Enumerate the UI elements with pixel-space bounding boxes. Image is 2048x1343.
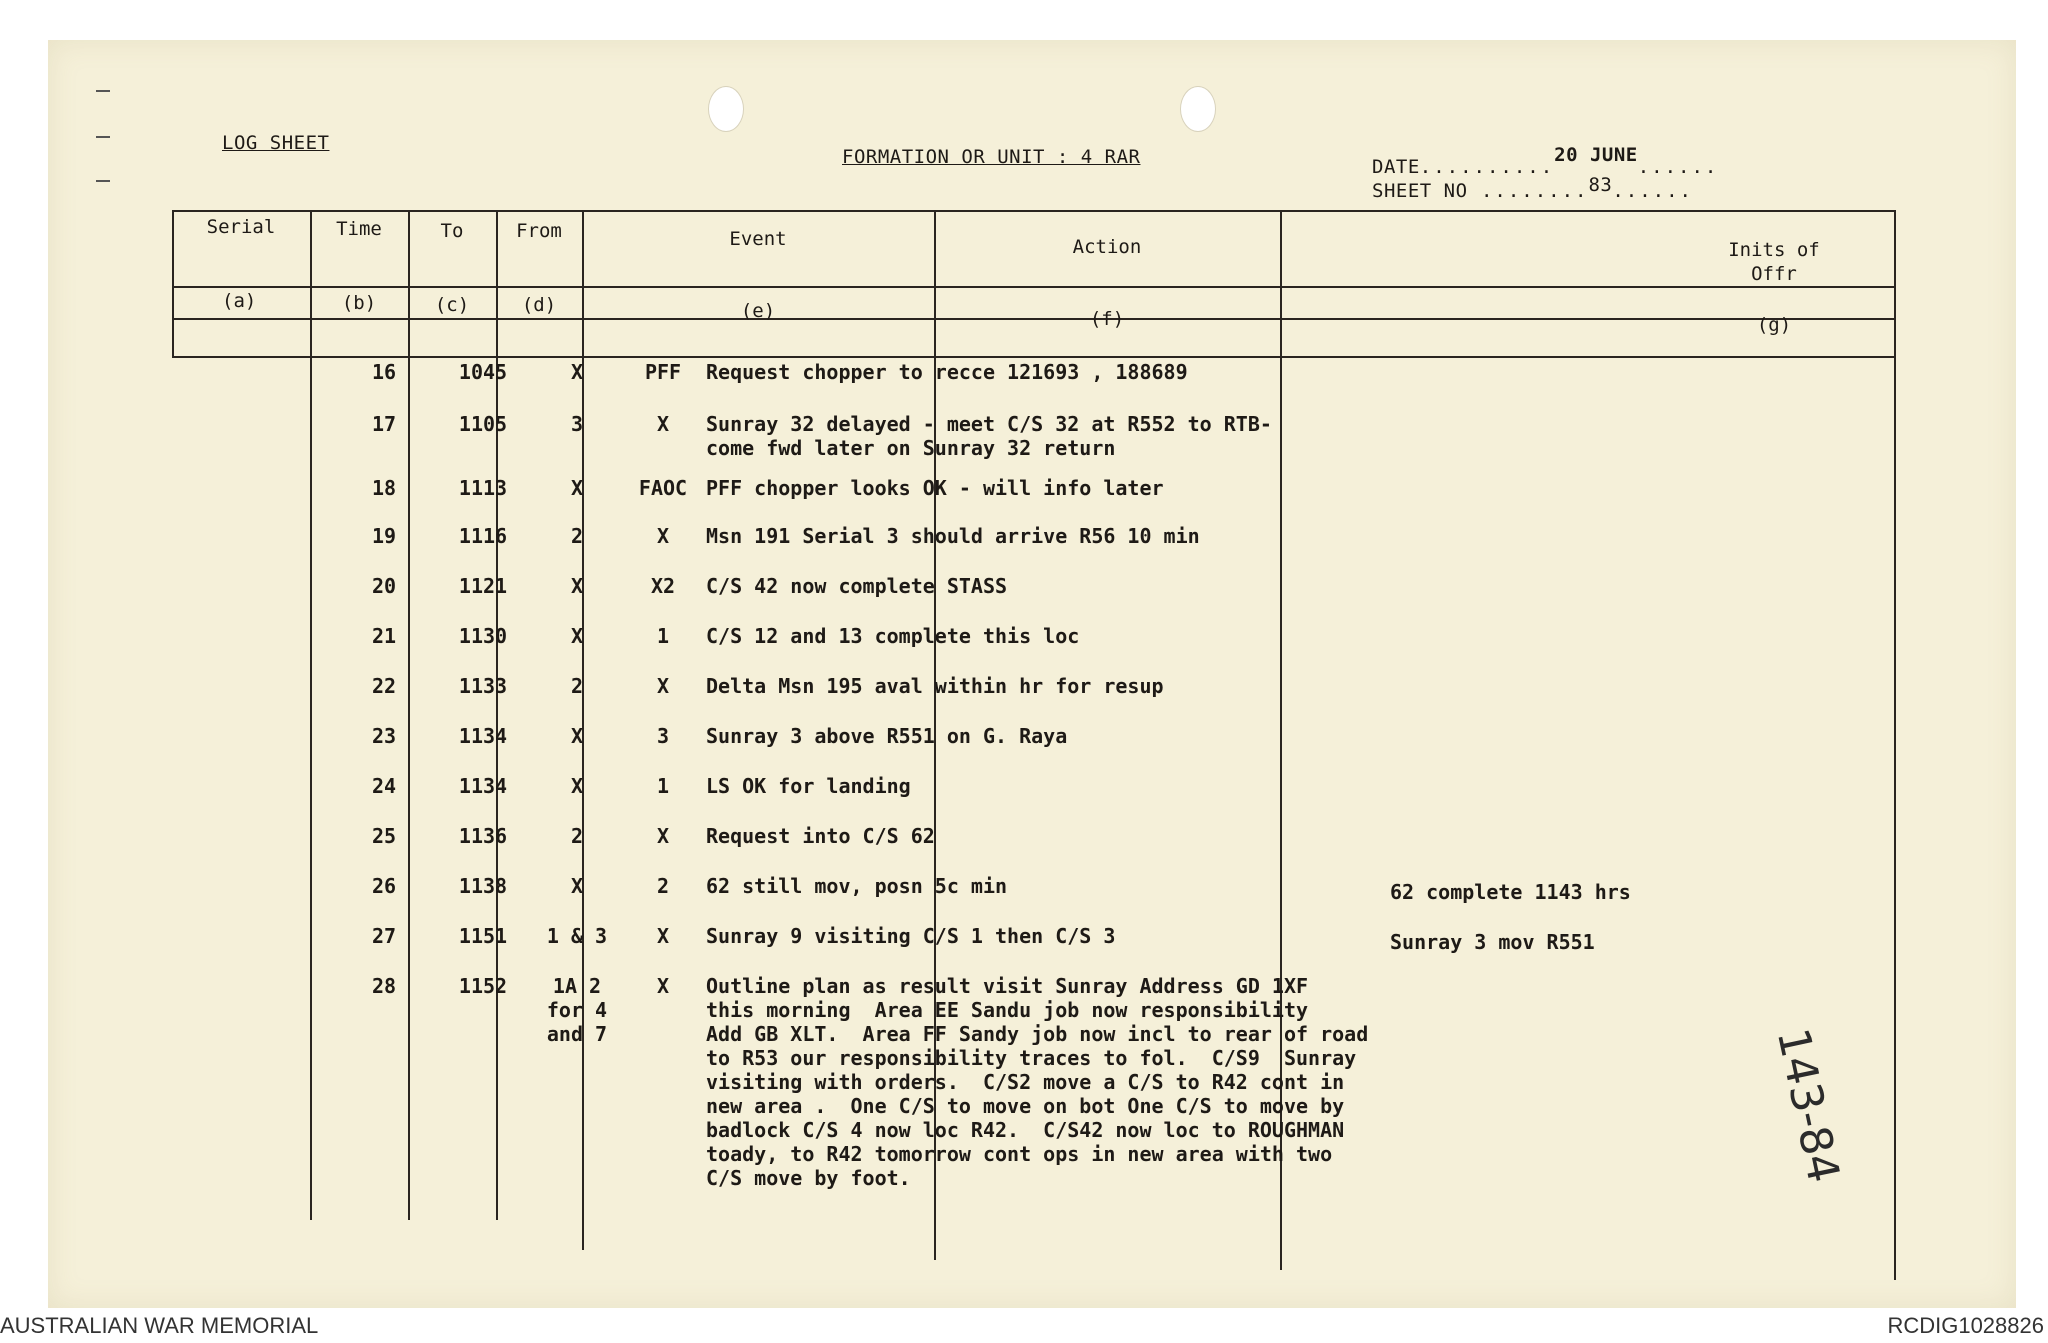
row-11-time: 1138 — [458, 874, 508, 898]
row-10-event: Request into C/S 62 — [706, 824, 935, 848]
row-2-serial: 17 — [371, 412, 397, 436]
row-11-from: 2 — [656, 874, 670, 898]
row-11-to: X — [570, 874, 584, 898]
row-1-serial: 16 — [371, 360, 397, 384]
row-2-from: X — [656, 412, 670, 436]
col-header-inits-offr: Inits of Offr — [1728, 239, 1820, 285]
row-7-serial: 22 — [371, 674, 397, 698]
row-12-serial: 27 — [371, 924, 397, 948]
date-line: DATE..........20 JUNE...... — [1372, 144, 1719, 178]
row-9-to: X — [570, 774, 584, 798]
row-2-event: Sunray 32 delayed - meet C/S 32 at R552 to RTB- come fwd later on Sunray 32 return — [706, 412, 1272, 460]
row-3-event: PFF chopper looks OK - will info later — [706, 476, 1164, 500]
row-4-serial: 19 — [371, 524, 397, 548]
sub-g: (g) — [1756, 314, 1792, 336]
sub-f: (f) — [1089, 308, 1125, 330]
sub-d: (d) — [521, 294, 557, 316]
row-1-event: Request chopper to recce 121693 , 188689 — [706, 360, 1188, 384]
row-1-time: 1045 — [458, 360, 508, 384]
col-header-event: Event — [729, 228, 787, 250]
row-8-from: 3 — [656, 724, 670, 748]
row-11-serial: 26 — [371, 874, 397, 898]
punch-hole-left — [708, 86, 744, 132]
log-sheet-title: LOG SHEET — [222, 132, 330, 154]
row-13-event: Outline plan as result visit Sunray Address GD 1XF this morning Area EE Sandu job now responsibility Add GB XLT. Area FF Sandy job now incl to rear of road to R53 our responsibility traces to fol. C/S9 Sunray visiting with orders. C/S2 move a C/S to R42 cont in new area . One C/S to move on bot One C/S to move by badlock C/S 4 now loc R42. C/S42 now loc to ROUGHMAN toady, to R42 tomorrow cont ops in new area with two C/S move by foot. — [706, 974, 1369, 1190]
row-6-serial: 21 — [371, 624, 397, 648]
row-12-event: Sunray 9 visiting C/S 1 then C/S 3 — [706, 924, 1116, 948]
row-10-serial: 25 — [371, 824, 397, 848]
row-8-time: 1134 — [458, 724, 508, 748]
row-12-time: 1151 — [458, 924, 508, 948]
row-3-from: FAOC — [638, 476, 688, 500]
row-3-time: 1113 — [458, 476, 508, 500]
date-label: DATE — [1372, 156, 1420, 178]
row-8-to: X — [570, 724, 584, 748]
row-8-serial: 23 — [371, 724, 397, 748]
sheet-no-line: SHEET NO ........83...... — [1372, 174, 1693, 202]
row-13-to: 1A 2 for 4 and 7 — [546, 974, 608, 1046]
row-6-time: 1130 — [458, 624, 508, 648]
row-5-time: 1121 — [458, 574, 508, 598]
punch-hole-right — [1180, 86, 1216, 132]
formation-label: FORMATION OR UNIT : 4 RAR — [842, 146, 1141, 168]
sub-b: (b) — [341, 292, 377, 314]
row-12-from: X — [656, 924, 670, 948]
row-1-from: PFF — [644, 360, 682, 384]
row-2-time: 1105 — [458, 412, 508, 436]
row-10-from: X — [656, 824, 670, 848]
row-4-to: 2 — [570, 524, 584, 548]
row-12-to: 1 & 3 — [546, 924, 608, 948]
date-value: 20 JUNE — [1554, 144, 1638, 166]
row-5-serial: 20 — [371, 574, 397, 598]
row-7-time: 1133 — [458, 674, 508, 698]
document-sheet — [48, 40, 2016, 1308]
row-9-from: 1 — [656, 774, 670, 798]
sheet-no-label: SHEET NO — [1372, 180, 1468, 202]
row-12-action: Sunray 3 mov R551 — [1390, 930, 1595, 954]
row-6-event: C/S 12 and 13 complete this loc — [706, 624, 1080, 648]
row-3-serial: 18 — [371, 476, 397, 500]
row-9-serial: 24 — [371, 774, 397, 798]
footer-right: RCDIG1028826 — [1887, 1313, 2044, 1338]
row-4-event: Msn 191 Serial 3 should arrive R56 10 min — [706, 524, 1200, 548]
row-5-event: C/S 42 now complete STASS — [706, 574, 1008, 598]
row-4-from: X — [656, 524, 670, 548]
row-4-time: 1116 — [458, 524, 508, 548]
col-header-time: Time — [336, 218, 382, 240]
sub-c: (c) — [434, 294, 470, 316]
row-7-from: X — [656, 674, 670, 698]
col-header-to: To — [440, 220, 464, 242]
row-1-to: X — [570, 360, 584, 384]
row-3-to: X — [570, 476, 584, 500]
row-13-from: X — [656, 974, 670, 998]
row-11-event: 62 still mov, posn 5c min — [706, 874, 1008, 898]
sheet-no-value: 83 — [1588, 174, 1613, 196]
sub-e: (e) — [740, 300, 776, 322]
row-7-to: 2 — [570, 674, 584, 698]
row-6-to: X — [570, 624, 584, 648]
row-11-action: 62 complete 1143 hrs — [1390, 880, 1631, 904]
sub-a: (a) — [222, 290, 257, 312]
row-10-to: 2 — [570, 824, 584, 848]
row-10-time: 1136 — [458, 824, 508, 848]
row-8-event: Sunray 3 above R551 on G. Raya — [706, 724, 1068, 748]
row-7-event: Delta Msn 195 aval within hr for resup — [706, 674, 1164, 698]
handwritten-folio: 143-84 — [1766, 1023, 1850, 1188]
row-2-to: 3 — [570, 412, 584, 436]
row-9-time: 1134 — [458, 774, 508, 798]
row-13-serial: 28 — [371, 974, 397, 998]
row-6-from: 1 — [656, 624, 670, 648]
footer-left: AUSTRALIAN WAR MEMORIAL — [0, 1313, 319, 1338]
col-header-action: Action — [1072, 236, 1142, 258]
col-header-serial: Serial — [206, 216, 276, 238]
row-9-event: LS OK for landing — [706, 774, 911, 798]
row-13-time: 1152 — [458, 974, 508, 998]
col-header-from: From — [516, 220, 562, 242]
row-5-from: X2 — [650, 574, 676, 598]
row-5-to: X — [570, 574, 584, 598]
